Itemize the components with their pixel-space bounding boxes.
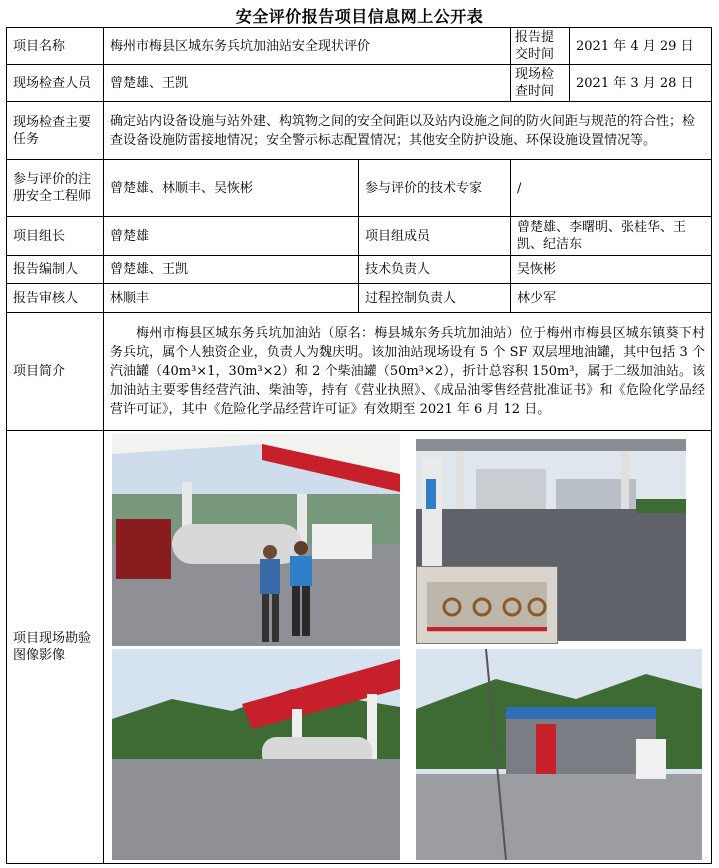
intro-label: 项目简介 [7, 313, 104, 431]
inspect-time-value: 2021 年 3 月 28 日 [570, 65, 712, 102]
page-title: 安全评价报告项目信息网上公开表 [235, 7, 484, 26]
tasks-label: 现场检查主要任务 [7, 102, 104, 160]
photo-canopy-trucks [112, 434, 400, 646]
photos-cell [104, 431, 712, 864]
inspect-time-label: 现场检查时间 [511, 65, 570, 102]
intro-value: 梅州市梅县区城东务兵坑加油站（原名：梅县城东务兵坑加油站）位于梅州市梅县区城东镇葵下村务兵坑，属个人独资企业，负责人为魏庆明。该加油站现场设有 5 个 SF 双层埋地油罐，其中包括 3 个汽油罐（40m³×1，30m³×2）和 2 个柴油罐（50m³×2），折计总容积 150m³，属于二级加油站。该加油站主要零售经营汽油、柴油等，持有《营业执照》、《成品油零售经营批准证书》和《危险化学品经营许可证》，其中《危险化学品经营许可证》有效期至 2021 年 6 月 12 日。 [104, 313, 712, 431]
process-lead-label: 过程控制负责人 [359, 284, 511, 313]
inspectors-label: 现场检查人员 [7, 65, 104, 102]
tech-lead-label: 技术负责人 [359, 256, 511, 284]
photo-building [416, 649, 702, 860]
reviewer-value: 林顺丰 [104, 284, 359, 313]
tech-lead-value: 吴恢彬 [511, 256, 712, 284]
inspectors-value: 曾楚雄、王凯 [104, 65, 511, 102]
experts-value: / [511, 160, 712, 217]
project-name-label: 项目名称 [7, 28, 104, 65]
leader-value: 曾楚雄 [104, 217, 359, 256]
submit-time-value: 2021 年 4 月 29 日 [570, 28, 712, 65]
engineers-value: 曾楚雄、林顺丰、吴恢彬 [104, 160, 359, 217]
compiler-value: 曾楚雄、王凯 [104, 256, 359, 284]
experts-label: 参与评价的技术专家 [359, 160, 511, 217]
engineers-label: 参与评价的注册安全工程师 [7, 160, 104, 217]
project-name-value: 梅州市梅县区城东务兵坑加油站安全现状评价 [104, 28, 511, 65]
members-value: 曾楚雄、李曙明、张桂华、王凯、纪洁东 [511, 217, 712, 256]
info-table [6, 27, 712, 864]
process-lead-value: 林少军 [511, 284, 712, 313]
leader-label: 项目组长 [7, 217, 104, 256]
tasks-value: 确定站内设备设施与站外建、构筑物之间的安全间距以及站内设施之间的防火间距与规范的符合性；检查设备设施防雷接地情况；安全警示标志配置情况；其他安全防护设施、环保设施设置情况等。 [104, 102, 712, 160]
photo-canopy-distance [112, 649, 400, 860]
compiler-label: 报告编制人 [7, 256, 104, 284]
photo-inset-pipes [416, 566, 558, 644]
members-label: 项目组成员 [359, 217, 511, 256]
submit-time-label: 报告提交时间 [511, 28, 570, 65]
reviewer-label: 报告审核人 [7, 284, 104, 313]
photos-label: 项目现场勘验图像影像 [7, 431, 104, 864]
